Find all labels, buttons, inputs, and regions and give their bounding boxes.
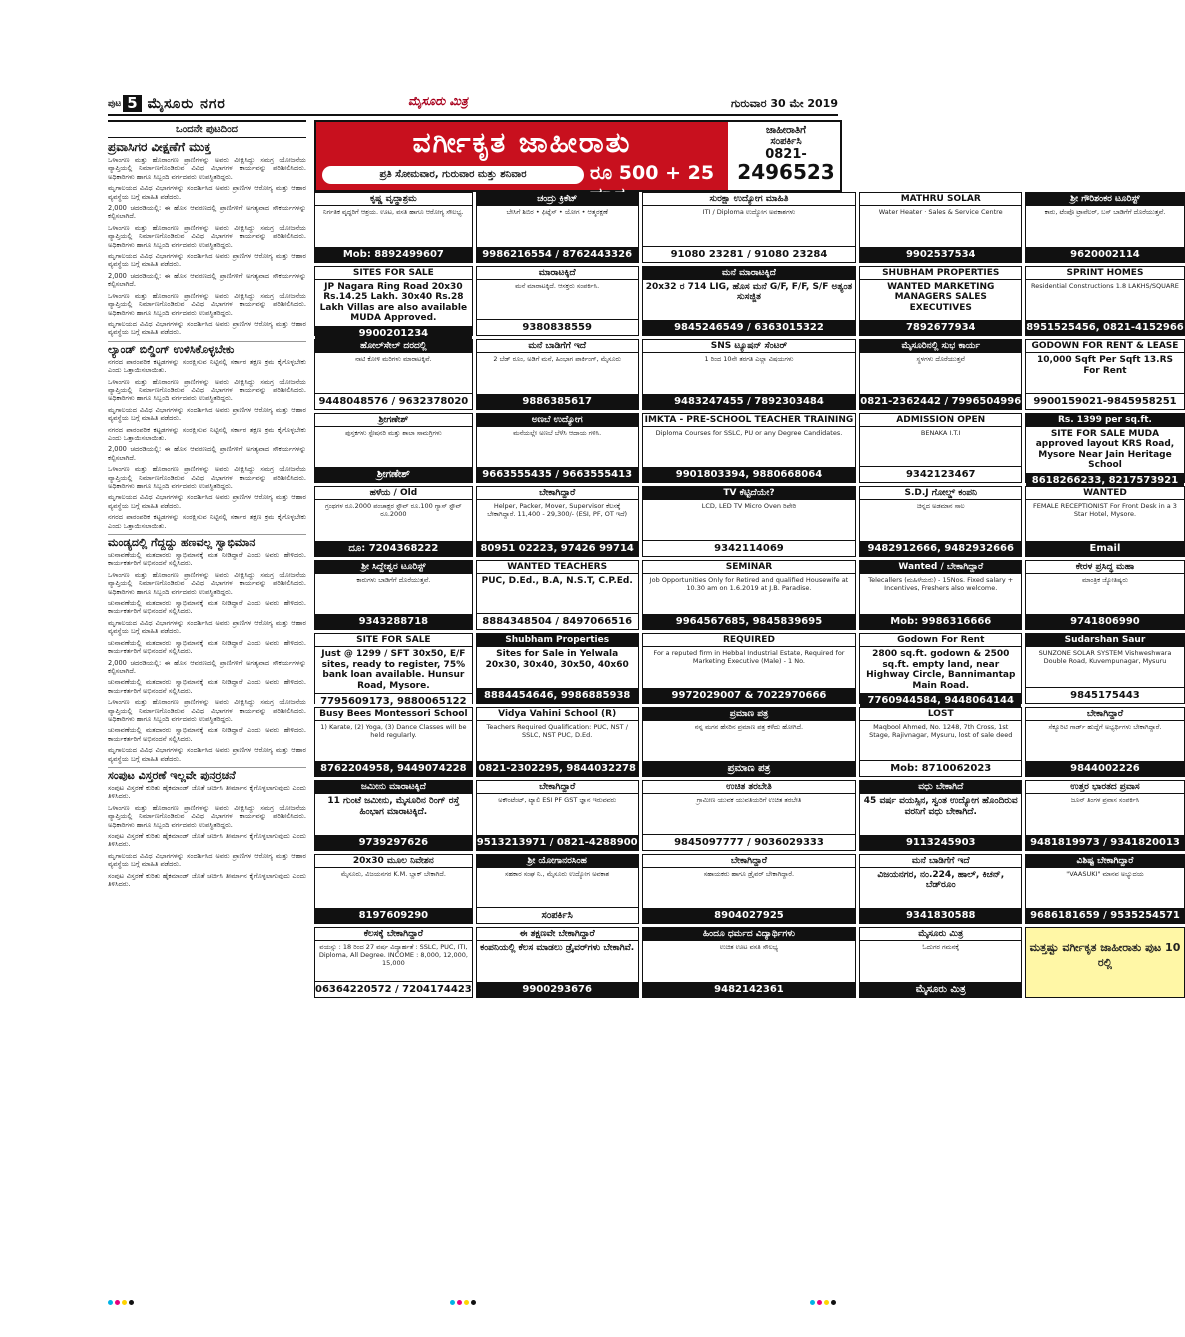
ad-heading: Busy Bees Montessori School <box>315 708 472 721</box>
classified-ad <box>859 927 1022 998</box>
ad-phone: 9739297626 <box>315 835 472 850</box>
ad-heading: GODOWN FOR RENT & LEASE <box>1026 340 1184 353</box>
classified-ad <box>314 707 473 778</box>
classified-ad <box>642 560 857 631</box>
registration-marks <box>810 1300 836 1305</box>
ad-body: Just @ 1299 / SFT 30x50, E/F sites, ready to register, 75% bank loan available. Hunsur Road, Mysore. <box>321 649 466 691</box>
classified-ad <box>476 707 639 778</box>
ad-heading: ಕೆಲಸಕ್ಕೆ ಬೇಕಾಗಿದ್ದಾರೆ <box>315 928 472 941</box>
ad-body: ಬೇಸಿಗೆ ಶಿಬಿರ • ಫಿಟ್ನೆಸ್ • ಯೋಗ • ಆತ್ಮರಕ್ಷಣೆ <box>506 208 608 216</box>
ad-phone: 9342123467 <box>860 466 1021 482</box>
ad-body: SUNZONE SOLAR SYSTEM Vishweshwara Double Road, Kuvempunagar, Mysuru <box>1038 649 1172 665</box>
classified-ad <box>476 780 639 851</box>
ad-phone: ಪ್ರಮಾಣ ಪತ್ರ <box>643 761 856 776</box>
ad-body: 11 ಗುಂಟೆ ಜಮೀನು, ಮೈಸೂರಿನ ರಿಂಗ್ ರಸ್ತೆ ಹಿಂಭಾಗ ಮಾರಾಟಕ್ಕಿದೆ. <box>327 796 460 817</box>
classified-ad <box>476 486 639 557</box>
ad-phone: 9845246549 / 6363015322 <box>643 320 856 335</box>
ad-heading: SITES FOR SALE <box>315 267 472 280</box>
ad-body: ಕಾರು, ಟೆಂಪೊ ಟ್ರಾವೆಲರ್, ಬಸ್ ಬಾಡಿಗೆಗೆ ದೊರೆಯುತ್ತವೆ. <box>1044 208 1166 216</box>
ad-phone: 0821-2362442 / 7996504996 <box>860 395 1022 407</box>
ad-heading: ಮಾರಾಟಕ್ಕಿದೆ <box>477 267 638 280</box>
ad-phone: 8884454646, 9986885938 <box>477 688 638 703</box>
contact-phone: 2496523 <box>737 160 835 184</box>
registration-marks <box>108 1300 134 1305</box>
article-paragraph: ಮೃಗಾಲಯದ ವಿವಿಧ ವಿಭಾಗಗಳನ್ನು ಸಂದರ್ಶಿಸಿದ ಅವರು ಪ್ರಾಣಿಗಳ ಆರೋಗ್ಯ ಮತ್ತು ಆಹಾರ ವ್ಯವಸ್ಥೆಯ ಬಗ್ಗೆ ಮಾಹಿತಿ ಪಡೆದರು. <box>108 184 306 201</box>
ad-phone: 9113245903 <box>860 835 1021 850</box>
classified-ad <box>642 707 857 778</box>
ad-body: ಕಾರುಗಳು ಬಾಡಿಗೆಗೆ ದೊರೆಯುತ್ತವೆ. <box>356 575 431 584</box>
ad-heading: ಮನೆ ಬಾಡಿಗೆಗೆ ಇದೆ <box>860 855 1021 868</box>
article-paragraph: ಮೃಗಾಲಯದ ವಿವಿಧ ವಿಭಾಗಗಳನ್ನು ಸಂದರ್ಶಿಸಿದ ಅವರು ಪ್ರಾಣಿಗಳ ಆರೋಗ್ಯ ಮತ್ತು ಆಹಾರ ವ್ಯವಸ್ಥೆಯ ಬಗ್ಗೆ ಮಾಹಿತಿ ಪಡೆದರು. <box>108 618 306 636</box>
ad-body: LCD, LED TV Micro Oven ರಿಪೇರಿ <box>701 502 797 510</box>
ad-heading: ಹಿಂದೂ ಧರ್ಮದ ವಿದ್ಯಾರ್ಥಿಗಳು <box>643 928 856 941</box>
ad-body: "VAASUKI" ಮಾನವ ಅಭ್ಯುದಯ <box>1066 869 1144 878</box>
ad-phone: 9482912666, 9482932666 <box>860 541 1021 556</box>
ad-body: ಮೈಸೂರು, ವಿಜಯನಗರ K.M. ಬ್ಲಾಕ್ ಬೇಕಾಗಿದೆ. <box>340 869 446 878</box>
article-paragraph: 2,000 ಚದರಡಿಯಲ್ಲಿ: ಈ ಹೊಸ ಆವರಣದಲ್ಲಿ ಪ್ರಾಣಿಗಳಿಗೆ ಅಗತ್ಯವಾದ ಸೌಕರ್ಯಗಳನ್ನು ಕಲ್ಪಿಸಲಾಗಿದೆ. <box>108 445 306 462</box>
ad-heading: ಹೋಲ್‌ಸೇಲ್ ದರದಲ್ಲಿ <box>315 340 472 353</box>
ad-heading: ಉತ್ತರ ಭಾರತದ ಪ್ರವಾಸ <box>1026 781 1184 794</box>
page-header <box>108 92 838 116</box>
continued-ads-note <box>1025 927 1185 998</box>
ad-phone: ಶ್ರೀಗಣೇಶ್ <box>315 467 472 482</box>
article-paragraph: ಒಳಾಂಗಣ ಮತ್ತು ಹೊರಾಂಗಣ ಪ್ರಾಣಿಗಳನ್ನು ಅವರು ವೀಕ್ಷಿಸಿದ್ದು ಸಮಗ್ರ ಯೋಜನೆಯ ವ್ಯಾಪ್ತಿಯಲ್ಲಿ ನಿರ್ಮಾಣಗೊಂಡಿರುವ ವಿವಿಧ ವಿಭಾಗಗಳ ಕಾರ್ಯವನ್ನು ಪರಿಶೀಲಿಸಿದರು. ಅಧಿಕಾರಿಗಳು ಹಾಗೂ ಸಿಬ್ಬಂದಿ ವರ್ಗದವರು ಉಪಸ್ಥಿತರಿದ್ದರು. <box>108 465 306 490</box>
ad-phone: 9341830588 <box>860 908 1021 923</box>
ad-body: FEMALE RECEPTIONIST For Front Desk in a 3 Star Hotel, Mysore. <box>1032 502 1177 518</box>
ad-phone: 7892677934 <box>860 320 1021 335</box>
classified-ad <box>476 339 639 410</box>
ad-body: ವಯಸ್ಸು : 18 ರಿಂದ 27 ವರ್ಷ ವಿದ್ಯಾರ್ಹತೆ : SSLC, PUC, ITI, Diploma, All Degree. INCOME : 8,000, 12,000, 15,000 <box>318 943 468 967</box>
classified-ad <box>859 633 1022 704</box>
classified-ad <box>1025 707 1185 778</box>
ad-body: ಅಕೌಂಟೆಂಟ್, ಟ್ಯಾಲಿ ESI PF GST ಜ್ಞಾನ ಇರುವವರು <box>498 796 617 804</box>
article-paragraph: ಚುನಾವಣೆಯಲ್ಲಿ ಮತದಾರರು ಸ್ವಾಭಿಮಾನಕ್ಕೆ ಮತ ನೀಡಿದ್ದಾರೆ ಎಂದು ಅವರು ಹೇಳಿದರು. ಕಾರ್ಯಕರ್ತರಿಗೆ ಅಭಿನಂದನೆ ಸಲ್ಲಿಸಿದರು. <box>108 726 306 743</box>
ad-heading: ಬೇಕಾಗಿದ್ದಾರೆ <box>477 781 638 794</box>
article-paragraph: ಒಳಾಂಗಣ ಮತ್ತು ಹೊರಾಂಗಣ ಪ್ರಾಣಿಗಳನ್ನು ಅವರು ವೀಕ್ಷಿಸಿದ್ದು ಸಮಗ್ರ ಯೋಜನೆಯ ವ್ಯಾಪ್ತಿಯಲ್ಲಿ ನಿರ್ಮಾಣಗೊಂಡಿರುವ ವಿವಿಧ ವಿಭಾಗಗಳ ಕಾರ್ಯವನ್ನು ಪರಿಶೀಲಿಸಿದರು. ಅಧಿಕಾರಿಗಳು ಹಾಗೂ ಸಿಬ್ಬಂದಿ ವರ್ಗದವರು ಉಪಸ್ಥಿತರಿದ್ದರು. <box>108 803 306 829</box>
ad-phone: 9686181659 / 9535254571 <box>1026 908 1184 923</box>
banner-title: ವರ್ಗೀಕೃತ ಜಾಹೀರಾತು <box>412 126 632 159</box>
classified-ad <box>314 633 473 707</box>
article-paragraph: ಚುನಾವಣೆಯಲ್ಲಿ ಮತದಾರರು ಸ್ವಾಭಿಮಾನಕ್ಕೆ ಮತ ನೀಡಿದ್ದಾರೆ ಎಂದು ಅವರು ಹೇಳಿದರು. ಕಾರ್ಯಕರ್ತರಿಗೆ ಅಭಿನಂದನೆ ಸಲ್ಲಿಸಿದರು. <box>108 599 306 616</box>
ad-body: ಮತ್ತಷ್ಟು ವರ್ಗೀಕೃತ ಜಾಹೀರಾತು ಪುಟ 10 ರಲ್ಲಿ <box>1029 941 1181 969</box>
classified-ad <box>476 192 639 263</box>
ad-heading: ಪ್ರಮಾಣ ಪತ್ರ <box>643 708 856 721</box>
ad-heading: WANTED <box>1026 487 1184 500</box>
ad-phone: 9663555435 / 9663555413 <box>477 467 638 482</box>
article-paragraph: ಮೃಗಾಲಯದ ವಿವಿಧ ವಿಭಾಗಗಳನ್ನು ಸಂದರ್ಶಿಸಿದ ಅವರು ಪ್ರಾಣಿಗಳ ಆರೋಗ್ಯ ಮತ್ತು ಆಹಾರ ವ್ಯವಸ್ಥೆಯ ಬಗ್ಗೆ ಮಾಹಿತಿ ಪಡೆದರು. <box>108 493 306 510</box>
ad-phone: ಸಂಪರ್ಕಿಸಿ <box>477 907 638 923</box>
ad-heading: TV ಕೆಟ್ಟಿದೆಯೇ? <box>643 487 856 500</box>
banner-days: ಪ್ರತಿ ಸೋಮವಾರ, ಗುರುವಾರ ಮತ್ತು ಶನಿವಾರ <box>322 166 584 184</box>
classified-ad <box>1025 413 1185 484</box>
classified-ad <box>314 486 473 557</box>
ad-heading: ಹಳೆಯ / Old <box>315 487 472 500</box>
classified-ad <box>476 413 639 484</box>
classified-ad <box>859 486 1022 557</box>
ad-phone: 9902537534 <box>860 247 1021 262</box>
contact-line-1: ಜಾಹೀರಾತಿಗೆ <box>766 125 806 136</box>
classified-ad <box>476 854 639 925</box>
ad-body: Maqbool Ahmed, No. 1248, 7th Cross, 1st Stage, Rajivnagar, Mysuru, lost of sale deed <box>869 722 1013 739</box>
ad-body: PUC, D.Ed., B.A, N.S.T, C.P.Ed. <box>481 575 633 586</box>
article-paragraph: ಮೃಗಾಲಯದ ವಿವಿಧ ವಿಭಾಗಗಳನ್ನು ಸಂದರ್ಶಿಸಿದ ಅವರು ಪ್ರಾಣಿಗಳ ಆರೋಗ್ಯ ಮತ್ತು ಆಹಾರ ವ್ಯವಸ್ಥೆಯ ಬಗ್ಗೆ ಮಾಹಿತಿ ಪಡೆದರು. <box>108 252 306 269</box>
classified-ad <box>642 780 857 851</box>
article-paragraph: ಒಳಾಂಗಣ ಮತ್ತು ಹೊರಾಂಗಣ ಪ್ರಾಣಿಗಳನ್ನು ಅವರು ವೀಕ್ಷಿಸಿದ್ದು ಸಮಗ್ರ ಯೋಜನೆಯ ವ್ಯಾಪ್ತಿಯಲ್ಲಿ ನಿರ್ಮಾಣಗೊಂಡಿರುವ ವಿವಿಧ ವಿಭಾಗಗಳ ಕಾರ್ಯವನ್ನು ಪರಿಶೀಲಿಸಿದರು. ಅಧಿಕಾರಿಗಳು ಹಾಗೂ ಸಿಬ್ಬಂದಿ ವರ್ಗದವರು ಉಪಸ್ಥಿತರಿದ್ದರು. <box>108 377 306 403</box>
classified-ad <box>476 560 639 631</box>
article-paragraph: ಒಳಾಂಗಣ ಮತ್ತು ಹೊರಾಂಗಣ ಪ್ರಾಣಿಗಳನ್ನು ಅವರು ವೀಕ್ಷಿಸಿದ್ದು ಸಮಗ್ರ ಯೋಜನೆಯ ವ್ಯಾಪ್ತಿಯಲ್ಲಿ ನಿರ್ಮಾಣಗೊಂಡಿರುವ ವಿವಿಧ ವಿಭಾಗಗಳ ಕಾರ್ಯವನ್ನು ಪರಿಶೀಲಿಸಿದರು. ಅಧಿಕಾರಿಗಳು ಹಾಗೂ ಸಿಬ್ಬಂದಿ ವರ್ಗದವರು ಉಪಸ್ಥಿತರಿದ್ದರು. <box>108 291 306 317</box>
classified-ad <box>642 486 857 557</box>
ad-phone: 9886385617 <box>477 394 638 409</box>
ad-phone: 7760944584, 9448064144 <box>860 693 1021 708</box>
ad-heading: ಅಣಬೆ ಉದ್ಯೋಗ <box>477 414 638 427</box>
ad-phone: ದೂ: 7204368222 <box>315 541 472 556</box>
ad-phone: Mob: 8710062023 <box>860 760 1021 776</box>
article-paragraph: ಮೃಗಾಲಯದ ವಿವಿಧ ವಿಭಾಗಗಳನ್ನು ಸಂದರ್ಶಿಸಿದ ಅವರು ಪ್ರಾಣಿಗಳ ಆರೋಗ್ಯ ಮತ್ತು ಆಹಾರ ವ್ಯವಸ್ಥೆಯ ಬಗ್ಗೆ ಮಾಹಿತಿ ಪಡೆದರು. <box>108 746 306 763</box>
ad-phone: 9380838559 <box>477 319 638 335</box>
classified-ad <box>1025 486 1185 557</box>
ad-phone: 9900293676 <box>477 982 638 997</box>
ad-body: ನನ್ನ ಮಗನ ಹೆಸರಿನ ಪ್ರಮಾಣ ಪತ್ರ ಕಳೆದು ಹೋಗಿದೆ. <box>694 722 804 731</box>
article-paragraph: 2,000 ಚದರಡಿಯಲ್ಲಿ: ಈ ಹೊಸ ಆವರಣದಲ್ಲಿ ಪ್ರಾಣಿಗಳಿಗೆ ಅಗತ್ಯವಾದ ಸೌಕರ್ಯಗಳನ್ನು ಕಲ್ಪಿಸಲಾಗಿದೆ. <box>108 204 306 221</box>
classified-ad <box>859 192 1022 263</box>
ad-heading: ADMISSION OPEN <box>860 414 1021 427</box>
ad-heading: IMKTA - PRE-SCHOOL TEACHER TRAINING <box>644 414 854 425</box>
ad-heading: ಉಚಿತ ತರಬೇತಿ <box>643 781 856 794</box>
ad-phone: ಮೈಸೂರು ಮಿತ್ರ <box>860 982 1021 997</box>
ad-heading: SITE FOR SALE <box>315 634 472 647</box>
ad-body: ಗ್ರಾಮೀಣ ಯುವಕ ಯುವತಿಯರಿಗೆ ಉಚಿತ ತರಬೇತಿ <box>696 796 802 804</box>
ad-body: 1) Karate, (2) Yoga, (3) Dance Classes will be held regularly. <box>320 722 467 739</box>
ad-body: Diploma Courses for SSLC, PU or any Degree Candidates. <box>655 428 843 437</box>
ad-body: ಜೂನ್ ತಿಂಗಳ ಪ್ರವಾಸ ಸಂಪರ್ಕಿಸಿ <box>1070 796 1140 804</box>
classified-ad <box>1025 192 1185 263</box>
article-paragraph: ಸಂಪುಟ ವಿಸ್ತರಣೆ ಕುರಿತು ಹೈಕಮಾಂಡ್ ಜೊತೆ ಚರ್ಚಿಸಿ ತೀರ್ಮಾನ ಕೈಗೊಳ್ಳಲಾಗುವುದು ಎಂದು ತಿಳಿಸಿದರು. <box>108 871 306 889</box>
banner-red-panel <box>316 122 728 190</box>
article-paragraph: ಒಳಾಂಗಣ ಮತ್ತು ಹೊರಾಂಗಣ ಪ್ರಾಣಿಗಳನ್ನು ಅವರು ವೀಕ್ಷಿಸಿದ್ದು ಸಮಗ್ರ ಯೋಜನೆಯ ವ್ಯಾಪ್ತಿಯಲ್ಲಿ ನಿರ್ಮಾಣಗೊಂಡಿರುವ ವಿವಿಧ ವಿಭಾಗಗಳ ಕಾರ್ಯವನ್ನು ಪರಿಶೀಲಿಸಿದರು. ಅಧಿಕಾರಿಗಳು ಹಾಗೂ ಸಿಬ್ಬಂದಿ ವರ್ಗದವರು ಉಪಸ್ಥಿತರಿದ್ದರು. <box>108 570 306 596</box>
ad-phone: 9741806990 <box>1026 614 1184 629</box>
dateline: ಗುರುವಾರ 30 ಮೇ 2019 <box>730 97 838 110</box>
classified-ad <box>314 854 473 925</box>
ad-phone: 9900159021-9845958251 <box>1026 393 1184 409</box>
ad-heading: SPRINT HOMES <box>1026 267 1184 280</box>
article-paragraph: ಚುನಾವಣೆಯಲ್ಲಿ ಮತದಾರರು ಸ್ವಾಭಿಮಾನಕ್ಕೆ ಮತ ನೀಡಿದ್ದಾರೆ ಎಂದು ಅವರು ಹೇಳಿದರು. ಕಾರ್ಯಕರ್ತರಿಗೆ ಅಭಿನಂದನೆ ಸಲ್ಲಿಸಿದರು. <box>108 551 306 568</box>
headline-1: ಪ್ರವಾಸಿಗರ ವೀಕ್ಷಣೆಗೆ ಮುಕ್ತ <box>108 140 211 154</box>
ad-heading: ಕೃಷ್ಣ ವೃದ್ಧಾಶ್ರಮ <box>315 193 472 206</box>
classified-ad <box>859 560 1022 631</box>
ad-heading: ಮೈಸೂರಿನಲ್ಲಿ ಸುಭ ಕಾರ್ಯ <box>860 340 1021 353</box>
ad-phone: 9844002226 <box>1026 761 1184 776</box>
ad-body: ಸಹಾಯಕರು ಹಾಗೂ ಡ್ರೈವರ್ ಬೇಕಾಗಿದ್ದಾರೆ. <box>703 869 795 878</box>
page-number-block <box>108 95 226 112</box>
ad-heading: SNS ಟ್ಯೂಷನ್ ಸೆಂಟರ್ <box>643 340 856 353</box>
ad-body: ಉಚಿತ ಊಟ ವಸತಿ ಸೌಲಭ್ಯ <box>719 943 779 951</box>
newspaper-page <box>108 92 1184 1292</box>
classified-ad <box>859 413 1022 484</box>
ad-phone: 9845175443 <box>1026 687 1184 703</box>
ad-phone: 9481819973 / 9341820013 <box>1026 835 1184 850</box>
ad-phone: Mob: 8892499607 <box>315 247 472 262</box>
ad-heading: Rs. 1399 per sq.ft. <box>1026 414 1184 427</box>
classified-ad <box>859 266 1022 337</box>
ad-body: ಪುಸ್ತಕಗಳು ಸ್ಟೇಷನರಿ ಮತ್ತು ಶಾಲಾ ಸಾಮಗ್ರಿಗಳು <box>345 428 442 437</box>
article-paragraph: ನಗರದ ಪಾರಂಪರಿಕ ಕಟ್ಟಡಗಳನ್ನು ಸಂರಕ್ಷಿಸುವ ನಿಟ್ಟಿನಲ್ಲಿ ಸರ್ಕಾರ ತಕ್ಷಣ ಕ್ರಮ ಕೈಗೊಳ್ಳಬೇಕು ಎಂದು ಒತ್ತಾಯಿಸಲಾಯಿತು. <box>108 425 306 442</box>
page-label: ಪುಟ <box>108 98 122 109</box>
banner-contact <box>732 122 840 190</box>
ad-phone: 9845097777 / 9036029333 <box>643 834 856 850</box>
ad-phone: 9483247455 / 7892303484 <box>643 394 856 409</box>
classified-ad <box>1025 633 1185 704</box>
ad-heading: ಶ್ರೀಗಣೇಶ್ <box>315 414 472 427</box>
ad-heading: ಮನೆ ಮಾರಾಟಕ್ಕಿದೆ <box>643 267 856 280</box>
contact-line-3: 0821- <box>765 147 807 162</box>
ad-phone: 8762204958, 9449074228 <box>315 761 472 776</box>
ad-phone: 9342114069 <box>643 540 856 556</box>
ad-phone: 8197609290 <box>315 908 472 923</box>
ad-heading: ಶ್ರೀ ಯೋಗಾನರಸಿಂಹ <box>477 855 638 868</box>
classified-ad <box>314 339 473 410</box>
classified-ads-grid <box>314 192 1184 998</box>
classified-ad <box>314 560 473 631</box>
classified-ad <box>642 633 857 704</box>
article-paragraph: ಮೃಗಾಲಯದ ವಿವಿಧ ವಿಭಾಗಗಳನ್ನು ಸಂದರ್ಶಿಸಿದ ಅವರು ಪ್ರಾಣಿಗಳ ಆರೋಗ್ಯ ಮತ್ತು ಆಹಾರ ವ್ಯವಸ್ಥೆಯ ಬಗ್ಗೆ ಮಾಹಿತಿ ಪಡೆದರು. <box>108 405 306 423</box>
classified-ad <box>476 927 639 998</box>
article-paragraph: ಸಂಪುಟ ವಿಸ್ತರಣೆ ಕುರಿತು ಹೈಕಮಾಂಡ್ ಜೊತೆ ಚರ್ಚಿಸಿ ತೀರ್ಮಾನ ಕೈಗೊಳ್ಳಲಾಗುವುದು ಎಂದು ತಿಳಿಸಿದರು. <box>108 832 306 849</box>
ad-heading: LOST <box>860 708 1021 721</box>
ad-phone: Email <box>1026 541 1184 556</box>
ad-heading: S.D.J ಗೋಲ್ಡ್ ಕಂಪನಿ <box>860 487 1021 500</box>
ad-body: Teachers Required Qualification: PUC, NST / SSLC, NST PUC, D.Ed. <box>486 722 628 739</box>
article-paragraph: 2,000 ಚದರಡಿಯಲ್ಲಿ: ಈ ಹೊಸ ಆವರಣದಲ್ಲಿ ಪ್ರಾಣಿಗಳಿಗೆ ಅಗತ್ಯವಾದ ಸೌಕರ್ಯಗಳನ್ನು ಕಲ್ಪಿಸಲಾಗಿದೆ. <box>108 271 306 289</box>
classified-ad <box>1025 780 1185 851</box>
ad-body: Water Heater · Sales & Service Centre <box>878 208 1003 216</box>
ad-body: ವಿಜಯನಗರ, ನಂ.224, ಹಾಲ್, ಕಿಚನ್, ಬೆಡ್‌ರೂಂ <box>877 869 1005 890</box>
ad-heading: ಶ್ರೀ ಗೌರಿಶಂಕರ ಟೂರಿಸ್ಟ್ <box>1026 193 1184 206</box>
ad-heading: ಬೇಕಾಗಿದ್ದಾರೆ <box>1026 708 1184 721</box>
page-number: 5 <box>123 95 141 112</box>
ad-heading: Vidya Vahini School (R) <box>477 708 638 721</box>
article-paragraph: ನಗರದ ಪಾರಂಪರಿಕ ಕಟ್ಟಡಗಳನ್ನು ಸಂರಕ್ಷಿಸುವ ನಿಟ್ಟಿನಲ್ಲಿ ಸರ್ಕಾರ ತಕ್ಷಣ ಕ್ರಮ ಕೈಗೊಳ್ಳಬೇಕು ಎಂದು ಒತ್ತಾಯಿಸಲಾಯಿತು. <box>108 513 306 530</box>
article-paragraph: ಮೃಗಾಲಯದ ವಿವಿಧ ವಿಭಾಗಗಳನ್ನು ಸಂದರ್ಶಿಸಿದ ಅವರು ಪ್ರಾಣಿಗಳ ಆರೋಗ್ಯ ಮತ್ತು ಆಹಾರ ವ್ಯವಸ್ಥೆಯ ಬಗ್ಗೆ ಮಾಹಿತಿ ಪಡೆದರು. <box>108 319 306 337</box>
ad-body: 20x32 ರ 714 LIG, ಹೊಸ ಮನೆ G/F, F/F, S/F ಅತ್ಯಂತ ಸುಸಜ್ಜಿತ <box>645 281 853 302</box>
ad-heading: ಜಮೀನು ಮಾರಾಟಕ್ಕಿದೆ <box>315 781 472 794</box>
headline-2: ಲ್ಯಾಂಡ್ ಬಿಲ್ಡಿಂಗ್ ಉಳಿಸಿಕೊಳ್ಳಬೇಕು <box>108 341 306 356</box>
ad-phone: 9513213971 / 0821-4288900 <box>476 836 638 848</box>
article-paragraph: ಒಳಾಂಗಣ ಮತ್ತು ಹೊರಾಂಗಣ ಪ್ರಾಣಿಗಳನ್ನು ಅವರು ವೀಕ್ಷಿಸಿದ್ದು ಸಮಗ್ರ ಯೋಜನೆಯ ವ್ಯಾಪ್ತಿಯಲ್ಲಿ ನಿರ್ಮಾಣಗೊಂಡಿರುವ ವಿವಿಧ ವಿಭಾಗಗಳ ಕಾರ್ಯವನ್ನು ಪರಿಶೀಲಿಸಿದರು. ಅಧಿಕಾರಿಗಳು ಹಾಗೂ ಸಿಬ್ಬಂದಿ ವರ್ಗದವರು ಉಪಸ್ಥಿತರಿದ್ದರು. <box>108 156 306 181</box>
ad-phone: 80951 02223, 97426 99714 <box>477 541 638 556</box>
ad-phone: 9900201234 <box>315 326 472 341</box>
ad-body: ಸ್ಥಳಗಳು ದೊರೆಯುತ್ತವೆ <box>916 355 965 363</box>
classified-ad <box>859 780 1022 851</box>
ad-phone: 9986216554 / 8762443326 <box>477 247 638 262</box>
ad-heading: ಚಂದ್ರು ಕ್ರಿಕೆಟ್ <box>477 193 638 206</box>
ad-body: ಮಾಂತ್ರಿಕ ಜ್ಯೋತಿಷ್ಯರು <box>1082 575 1128 584</box>
ad-heading: Sudarshan Saur <box>1026 634 1184 647</box>
headline-4: ಸಂಪುಟ ವಿಸ್ತರಣೆ ಇಲ್ಲವೇ ಪುನರ್ರಚನೆ <box>108 767 306 782</box>
ad-body: 2800 sq.ft. godown & 2500 sq.ft. empty land, near Highway Circle, Bannimantap Main Road. <box>866 649 1016 691</box>
ad-phone: 0821-2302295, 9844032278 <box>478 763 636 774</box>
ad-body: Residential Constructions 1.8 LAKHS/SQUARE <box>1031 281 1179 290</box>
classifieds-banner <box>314 120 842 192</box>
ad-heading: SHUBHAM PROPERTIES <box>860 267 1021 280</box>
ad-heading: ಬೇಕಾಗಿದ್ದಾರೆ <box>477 487 638 500</box>
classified-ad <box>314 413 473 484</box>
section-title: ಮೈಸೂರು ನಗರ <box>147 95 226 112</box>
ad-phone: 8951525456, 0821-4152966 <box>1026 322 1184 333</box>
ad-body: SITE FOR SALE MUDA approved layout KRS Road, Mysore Near Jain Heritage School <box>1035 428 1175 470</box>
ad-body: 45 ವರ್ಷ ವಯಸ್ಸಿನ, ಸ್ವಂತ ಉದ್ಯೋಗ ಹೊಂದಿರುವ ವರನಿಗೆ ವಧು ಬೇಕಾಗಿದೆ. <box>863 796 1018 817</box>
classified-ad <box>642 927 857 998</box>
ad-body: Helper, Packer, Mover, Supervisor ಕೆಲಸಕ್ಕೆ ಬೇಕಾಗಿದ್ದಾರೆ. 11,400 - 29,300/- (ESI, PF, OT ಇದೆ) <box>487 502 628 518</box>
classified-ad <box>1025 339 1185 410</box>
classified-ad <box>476 266 639 337</box>
ad-phone: 9343288718 <box>315 614 472 629</box>
ad-body: Telecallers (ಮಹಿಳೆಯರು) - 15Nos. Fixed salary + Incentives, Freshers also welcome. <box>868 575 1014 592</box>
classified-ad <box>1025 854 1185 925</box>
masthead: ಮೈಸೂರು ಮಿತ್ರ <box>408 94 468 108</box>
classified-ad <box>642 266 857 337</box>
ad-body: ನಿರ್ಗತಿಕ ವೃದ್ಧರಿಗೆ ಆಶ್ರಯ. ಊಟ, ವಸತಿ ಹಾಗೂ ಆರೋಗ್ಯ ಸೌಲಭ್ಯ. <box>323 208 464 216</box>
ad-heading: ಕೇರಳ ಪ್ರಸಿದ್ಧ ಮಹಾ <box>1026 561 1184 574</box>
classified-ad <box>476 633 639 704</box>
article-paragraph: ಸಂಪುಟ ವಿಸ್ತರಣೆ ಕುರಿತು ಹೈಕಮಾಂಡ್ ಜೊತೆ ಚರ್ಚಿಸಿ ತೀರ್ಮಾನ ಕೈಗೊಳ್ಳಲಾಗುವುದು ಎಂದು ತಿಳಿಸಿದರು. <box>108 783 306 801</box>
classified-ad <box>1025 266 1185 337</box>
ad-heading: SEMINAR <box>643 561 856 574</box>
classified-ad <box>642 413 857 484</box>
ad-body: ITI / Diploma ಉದ್ಯೋಗ ಅವಕಾಶಗಳು <box>702 208 796 216</box>
classified-ad <box>314 192 473 263</box>
article-paragraph: ಒಳಾಂಗಣ ಮತ್ತು ಹೊರಾಂಗಣ ಪ್ರಾಣಿಗಳನ್ನು ಅವರು ವೀಕ್ಷಿಸಿದ್ದು ಸಮಗ್ರ ಯೋಜನೆಯ ವ್ಯಾಪ್ತಿಯಲ್ಲಿ ನಿರ್ಮಾಣಗೊಂಡಿರುವ ವಿವಿಧ ವಿಭಾಗಗಳ ಕಾರ್ಯವನ್ನು ಪರಿಶೀಲಿಸಿದರು. ಅಧಿಕಾರಿಗಳು ಹಾಗೂ ಸಿಬ್ಬಂದಿ ವರ್ಗದವರು ಉಪಸ್ಥಿತರಿದ್ದರು. <box>108 698 306 723</box>
ad-heading: ಬೇಕಾಗಿದ್ದಾರೆ <box>643 855 856 868</box>
ad-phone: 9972029007 & 7022970666 <box>643 688 856 703</box>
classified-ad <box>1025 560 1185 631</box>
ad-phone: 8618266233, 8217573921 <box>1026 473 1184 488</box>
banner-price: ರೂ 500 + 25 <box>590 162 715 184</box>
ad-body: ಗ್ರಂಥಗಳ ರೂ.2000 ಪಂಚಾಕ್ಷರ ಸ್ಟೌವ್ ರೂ.100 ಗ್ಯಾಸ್ ಸ್ಟೌವ್ ರೂ.2000 <box>324 502 462 518</box>
article-paragraph: ಚುನಾವಣೆಯಲ್ಲಿ ಮತದಾರರು ಸ್ವಾಭಿಮಾನಕ್ಕೆ ಮತ ನೀಡಿದ್ದಾರೆ ಎಂದು ಅವರು ಹೇಳಿದರು. ಕಾರ್ಯಕರ್ತರಿಗೆ ಅಭಿನಂದನೆ ಸಲ್ಲಿಸಿದರು. <box>108 678 306 695</box>
classified-ad <box>859 854 1022 925</box>
ad-phone: 8904027925 <box>643 908 856 923</box>
ad-heading: ಮನೆ ಬಾಡಿಗೆಗೆ ಇದೆ <box>477 340 638 353</box>
ad-phone: 9964567685, 9845839695 <box>643 614 856 629</box>
ad-phone: 9448048576 / 9632378020 <box>315 393 472 409</box>
ad-heading: ಈ ತಕ್ಷಣವೇ ಬೇಕಾಗಿದ್ದಾರೆ <box>477 928 638 941</box>
ad-body: ಚಿನ್ನದ ಅಡಮಾನ ಸಾಲ <box>916 502 965 510</box>
ad-heading: ಸುರಕ್ಷಾ ಉದ್ಯೋಗ ಮಾಹಿತಿ <box>643 193 856 206</box>
ad-heading: MATHRU SOLAR <box>860 193 1021 206</box>
ad-body: WANTED MARKETING MANAGERS SALES EXECUTIVES <box>887 281 995 313</box>
ad-body: ಮನೆ ಮಾರಾಟಕ್ಕಿದೆ. ಆಸಕ್ತರು ಸಂಪರ್ಕಿಸಿ. <box>515 281 600 290</box>
ad-heading: Godown For Rent <box>860 634 1021 647</box>
ad-heading: ಮೈಸೂರು ಮಿತ್ರ <box>860 928 1021 941</box>
editorial-column <box>108 120 306 1292</box>
ad-body: ಸಹಕಾರ ಸಂಘ ನಿ., ಮೈಸೂರು ಉದ್ಯೋಗ ಅವಕಾಶ <box>505 869 610 878</box>
ad-heading: Shubham Properties <box>477 634 638 647</box>
ad-body: 10,000 Sqft Per Sqft 13.RS For Rent <box>1036 355 1173 376</box>
ad-heading: Wanted / ಬೇಕಾಗಿದ್ದಾರೆ <box>860 561 1021 574</box>
ad-phone: Mob: 9986316666 <box>860 614 1021 629</box>
ad-heading: ವಧು ಬೇಕಾಗಿದೆ <box>860 781 1021 794</box>
article-paragraph: 2,000 ಚದರಡಿಯಲ್ಲಿ: ಈ ಹೊಸ ಆವರಣದಲ್ಲಿ ಪ್ರಾಣಿಗಳಿಗೆ ಅಗತ್ಯವಾದ ಸೌಕರ್ಯಗಳನ್ನು ಕಲ್ಪಿಸಲಾಗಿದೆ. <box>108 658 306 675</box>
registration-marks <box>450 1300 476 1305</box>
article-paragraph: ಒಳಾಂಗಣ ಮತ್ತು ಹೊರಾಂಗಣ ಪ್ರಾಣಿಗಳನ್ನು ಅವರು ವೀಕ್ಷಿಸಿದ್ದು ಸಮಗ್ರ ಯೋಜನೆಯ ವ್ಯಾಪ್ತಿಯಲ್ಲಿ ನಿರ್ಮಾಣಗೊಂಡಿರುವ ವಿವಿಧ ವಿಭಾಗಗಳ ಕಾರ್ಯವನ್ನು ಪರಿಶೀಲಿಸಿದರು. ಅಧಿಕಾರಿಗಳು ಹಾಗೂ ಸಿಬ್ಬಂದಿ ವರ್ಗದವರು ಉಪಸ್ಥಿತರಿದ್ದರು. <box>108 223 306 249</box>
ad-phone: 91080 23281 / 91080 23284 <box>643 246 856 262</box>
classified-ad <box>314 927 473 998</box>
classified-ad <box>642 854 857 925</box>
ad-body: Job Opportunities Only for Retired and qualified Housewife at 10.30 am on 1.6.2019 at J.B. Paradise. <box>649 575 849 592</box>
ad-body: BENAKA I.T.I <box>920 428 961 437</box>
article-paragraph: ಚುನಾವಣೆಯಲ್ಲಿ ಮತದಾರರು ಸ್ವಾಭಿಮಾನಕ್ಕೆ ಮತ ನೀಡಿದ್ದಾರೆ ಎಂದು ಅವರು ಹೇಳಿದರು. ಕಾರ್ಯಕರ್ತರಿಗೆ ಅಭಿನಂದನೆ ಸಲ್ಲಿಸಿದರು. <box>108 638 306 656</box>
ad-body: Sites for Sale in Yelwala 20x30, 30x40, 30x50, 40x60 <box>485 649 629 670</box>
classified-ad <box>642 339 857 410</box>
ad-heading: WANTED TEACHERS <box>477 561 638 574</box>
ad-phone: 06364220572 / 7204174423 <box>315 981 472 997</box>
ad-heading: REQUIRED <box>643 634 856 647</box>
article-paragraph: ನಗರದ ಪಾರಂಪರಿಕ ಕಟ್ಟಡಗಳನ್ನು ಸಂರಕ್ಷಿಸುವ ನಿಟ್ಟಿನಲ್ಲಿ ಸರ್ಕಾರ ತಕ್ಷಣ ಕ್ರಮ ಕೈಗೊಳ್ಳಬೇಕು ಎಂದು ಒತ್ತಾಯಿಸಲಾಯಿತು. <box>108 357 306 375</box>
classified-ad <box>859 707 1022 778</box>
ad-body: ನಾಟಿ ಕೋಳಿ ಮರಿಗಳು ಮಾರಾಟಕ್ಕಿವೆ. <box>355 355 432 363</box>
ad-body: For a reputed firm in Hebbal Industrial Estate, Required for Marketing Executive (Male) - 1 No. <box>653 649 845 665</box>
ad-heading: ಶ್ರೀ ಸಿದ್ದೇಶ್ವರ ಟೂರಿಸ್ಟ್ <box>315 561 472 574</box>
ad-body: JP Nagara Ring Road 20x30 Rs.14.25 Lakh. 30x40 Rs.28 Lakh Villas are also available MUDA Approved. <box>319 281 468 323</box>
ad-phone: 9482142361 <box>643 982 856 997</box>
ad-body: ಕಂಪನಿಯಲ್ಲಿ ಕೆಲಸ ಮಾಡಲು ಡ್ರೈವರ್‌ಗಳು ಬೇಕಾಗಿವೆ. <box>480 943 635 953</box>
ad-phone: 8884348504 / 8497066516 <box>477 613 638 629</box>
contact-line-2: ಸಂಪರ್ಕಿಸಿ <box>770 136 802 147</box>
ad-body: 2 ಬೆಡ್ ರೂಂ, ಅಡಿಗೆ ಮನೆ, ಹಿಂಭಾಗ ಪಾರ್ಕಿಂಗ್, ಮೈಸೂರು <box>493 355 621 363</box>
ad-body: ಓದುಗರ ಗಮನಕ್ಕೆ <box>922 943 960 951</box>
classified-ad <box>859 339 1022 410</box>
headline-3: ಮಂಡ್ಯದಲ್ಲಿ ಗೆದ್ದದ್ದು ಹಣವಲ್ಲ ಸ್ವಾಭಿಮಾನ <box>108 534 306 549</box>
ad-heading: 20x30 ಮೂಲ ನಿವೇಶನ <box>315 855 472 868</box>
ad-phone: 7795609173, 9880065122 <box>315 693 472 709</box>
classified-ad <box>314 266 473 337</box>
ad-phone: 9901803394, 9880668064 <box>643 467 856 482</box>
ad-body: 1 ರಿಂದ 10ನೇ ತರಗತಿ ಎಲ್ಲಾ ವಿಷಯಗಳು <box>704 355 794 363</box>
ad-heading: ವಿಶಿಷ್ಟ ಬೇಕಾಗಿದ್ದಾರೆ <box>1026 855 1184 868</box>
ad-phone: 9620002114 <box>1026 247 1184 262</box>
article-paragraph: ಮೃಗಾಲಯದ ವಿವಿಧ ವಿಭಾಗಗಳನ್ನು ಸಂದರ್ಶಿಸಿದ ಅವರು ಪ್ರಾಣಿಗಳ ಆರೋಗ್ಯ ಮತ್ತು ಆಹಾರ ವ್ಯವಸ್ಥೆಯ ಬಗ್ಗೆ ಮಾಹಿತಿ ಪಡೆದರು. <box>108 851 306 869</box>
continued-tag: ಒಂದನೇ ಪುಟದಿಂದ <box>108 120 306 138</box>
classified-ad <box>642 192 857 263</box>
ad-body: ಸೆಕ್ಯೂರಿಟಿ ಗಾರ್ಡ್ ಹುದ್ದೆಗೆ ಅಭ್ಯರ್ಥಿಗಳು ಬೇಕಾಗಿದ್ದಾರೆ. <box>1048 722 1162 731</box>
ad-body: ಮನೆಯಲ್ಲೇ ಅಣಬೆ ಬೆಳೆಸಿ ಆದಾಯ ಗಳಿಸಿ. <box>513 428 602 437</box>
classified-ad <box>314 780 473 851</box>
